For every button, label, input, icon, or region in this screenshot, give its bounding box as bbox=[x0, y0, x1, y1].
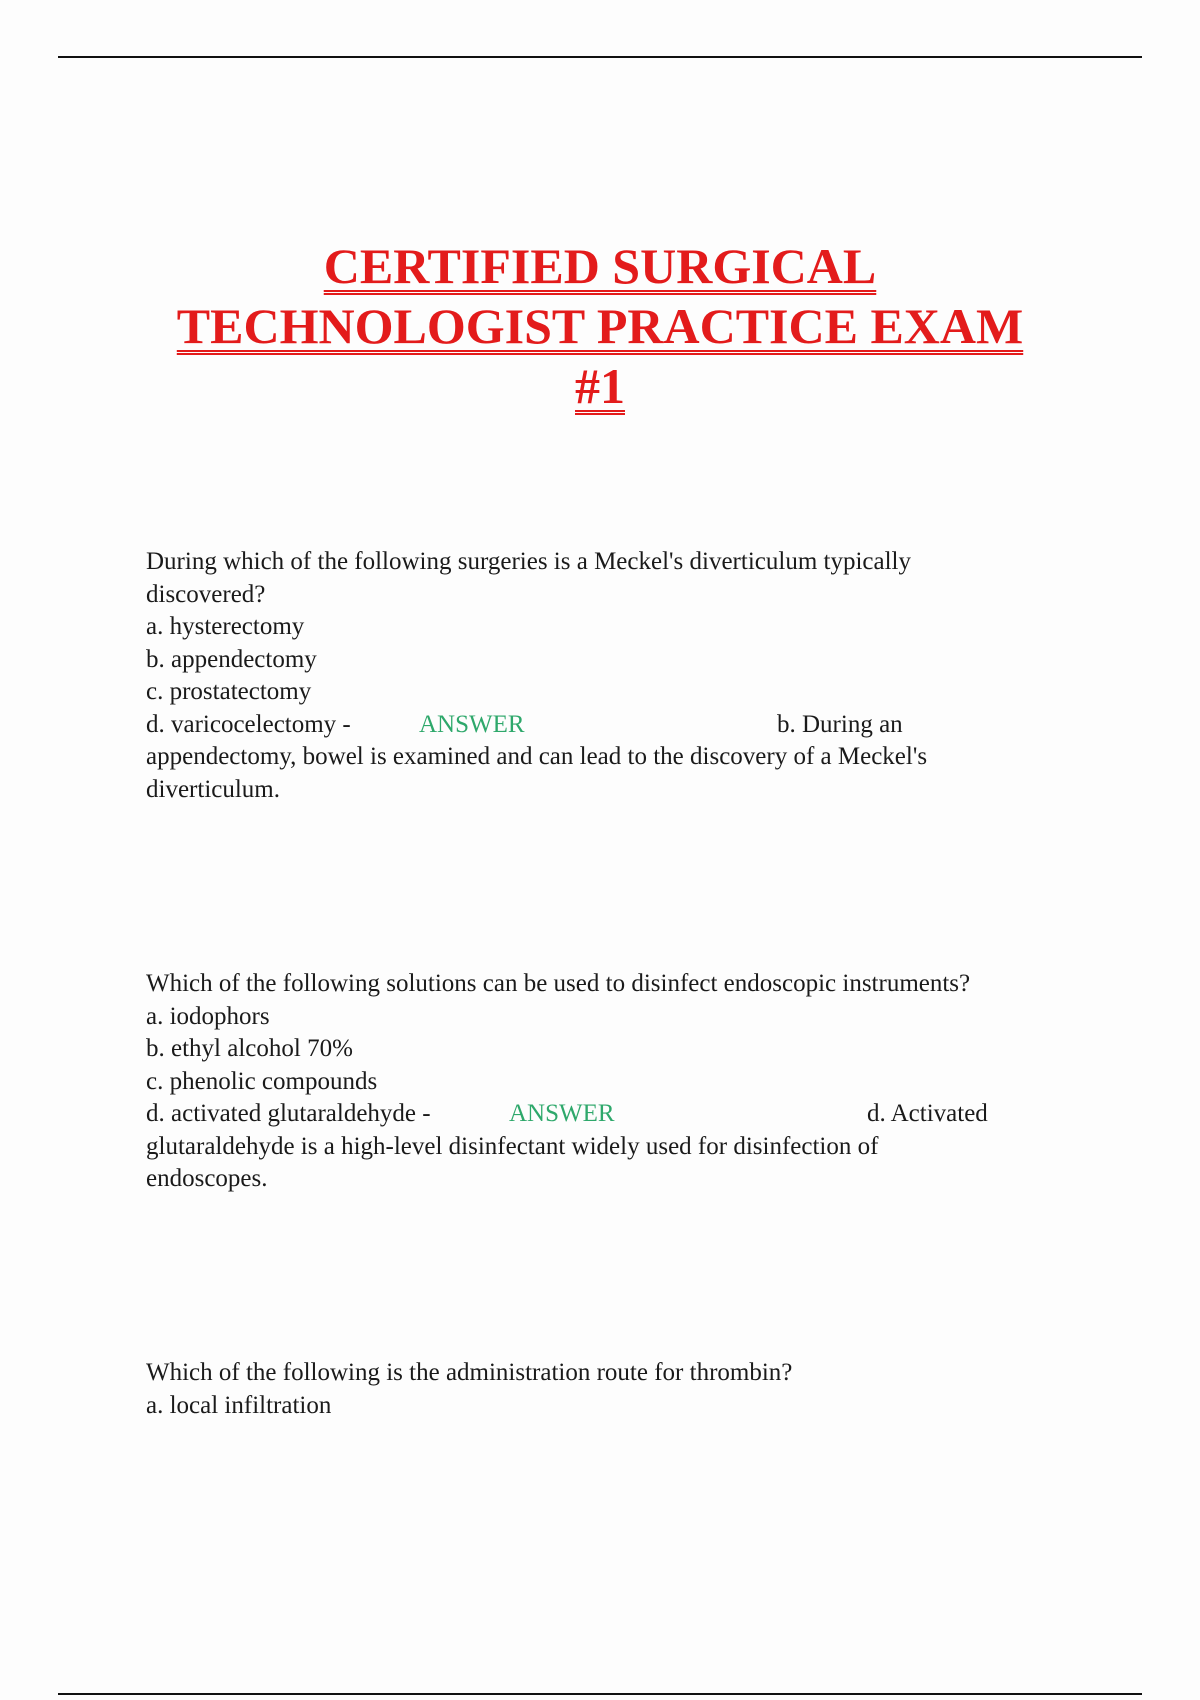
answer-option: a. iodophors bbox=[146, 1002, 270, 1030]
question-1 bbox=[146, 546, 1096, 806]
answer-explanation: appendectomy, bowel is examined and can lead to the discovery of a Meckel's bbox=[146, 743, 928, 770]
answer-label: ANSWER bbox=[509, 1100, 615, 1127]
question-2 bbox=[146, 968, 1096, 1196]
answer-option: a. hysterectomy bbox=[146, 613, 305, 640]
page-title bbox=[0, 236, 1200, 416]
answer-option: d. activated glutaraldehyde - bbox=[146, 1100, 431, 1127]
answer-explanation: diverticulum. bbox=[146, 775, 280, 803]
answer-explanation: b. During an bbox=[777, 710, 903, 738]
title-line: TECHNOLOGIST PRACTICE EXAM bbox=[176, 298, 1024, 354]
answer-explanation: d. Activated bbox=[867, 1100, 988, 1127]
title-line: #1 bbox=[575, 358, 625, 414]
question-stem: Which of the following solutions can be used to disinfect endoscopic instruments? bbox=[146, 970, 971, 997]
answer-label: ANSWER bbox=[419, 710, 525, 738]
answer-explanation: glutaraldehyde is a high-level disinfectant widely used for disinfection of bbox=[146, 1132, 879, 1160]
answer-option: a. local infiltration bbox=[146, 1391, 332, 1419]
top-rule bbox=[58, 56, 1142, 58]
question-3 bbox=[146, 1357, 1096, 1422]
question-stem: During which of the following surgeries is a Meckel's diverticulum typically bbox=[146, 548, 911, 575]
answer-explanation: endoscopes. bbox=[146, 1165, 268, 1192]
answer-line bbox=[146, 1098, 1096, 1131]
answer-option: b. appendectomy bbox=[146, 645, 317, 673]
answer-option: b. ethyl alcohol 70% bbox=[146, 1035, 353, 1062]
question-stem: discovered? bbox=[146, 580, 266, 608]
question-stem: Which of the following is the administration route for thrombin? bbox=[146, 1359, 793, 1386]
title-line: CERTIFIED SURGICAL bbox=[323, 238, 877, 294]
answer-line bbox=[146, 709, 1096, 742]
answer-option: c. phenolic compounds bbox=[146, 1067, 378, 1095]
answer-option: c. prostatectomy bbox=[146, 678, 312, 705]
bottom-rule bbox=[58, 1693, 1142, 1695]
answer-option: d. varicocelectomy - bbox=[146, 710, 351, 738]
